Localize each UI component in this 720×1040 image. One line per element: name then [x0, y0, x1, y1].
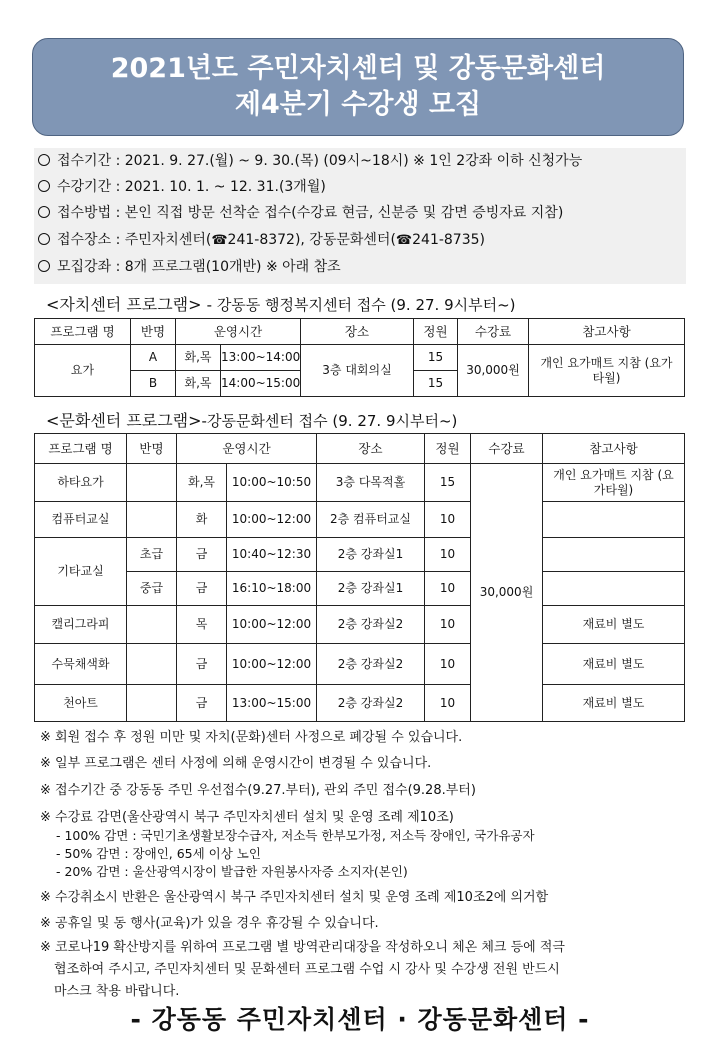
header-program: 프로그램 명	[35, 434, 127, 464]
cell-place: 2층 컴퓨터교실	[317, 502, 425, 538]
note-sub-line: - 20% 감면 : 울산광역시장이 발급한 자원봉사자증 소지자(본인)	[56, 864, 408, 879]
cell-fee: 30,000원	[458, 345, 529, 397]
cell-program: 캘리그라피	[35, 606, 127, 644]
table-row	[35, 606, 685, 644]
cell-place: 2층 강좌실2	[317, 685, 425, 722]
cell-capacity: 10	[425, 685, 471, 722]
table-row	[35, 345, 685, 371]
title-line-1: 2021년도 주민자치센터 및 강동문화센터	[110, 53, 606, 84]
circle-bullet-icon	[38, 260, 50, 272]
header-time: 운영시간	[177, 434, 317, 464]
info-line-period: 접수기간 : 2021. 9. 27.(월) ~ 9. 30.(목) (09시~18시) ※ 1인 2강좌 이하 신청가능	[38, 151, 582, 171]
cell-place: 3층 다목적홀	[317, 464, 425, 502]
note-sub-line: - 100% 감면 : 국민기초생활보장수급자, 저소득 한부모가정, 저소득 장애인, 국가유공자	[56, 828, 535, 843]
table-row	[35, 572, 685, 606]
cell-class	[127, 644, 177, 685]
title-banner	[32, 38, 684, 136]
phone-icon: ☎	[395, 233, 413, 248]
cell-time: 10:00~12:00	[227, 502, 317, 538]
circle-bullet-icon	[38, 154, 50, 166]
cell-place: 2층 강좌실2	[317, 644, 425, 685]
cell-class: 초급	[127, 538, 177, 572]
cell-program: 요가	[35, 345, 131, 397]
circle-bullet-icon	[38, 233, 50, 245]
table-row	[35, 685, 685, 722]
note-line: 마스크 착용 바랍니다.	[54, 984, 180, 999]
cell-time: 10:40~12:30	[227, 538, 317, 572]
cell-days: 목	[177, 606, 227, 644]
info-line-place: 접수장소 : 주민자치센터(☎241-8372), 강동문화센터(☎241-8735)	[38, 230, 485, 250]
header-place: 장소	[301, 319, 414, 345]
cell-note	[543, 572, 685, 606]
cell-time: 13:00~15:00	[227, 685, 317, 722]
cell-note	[543, 502, 685, 538]
header-class: 반명	[127, 434, 177, 464]
cell-days: 금	[177, 538, 227, 572]
cell-capacity: 15	[425, 464, 471, 502]
cell-time: 14:00~15:00	[221, 371, 301, 397]
header-program: 프로그램 명	[35, 319, 131, 345]
cell-capacity: 10	[425, 572, 471, 606]
info-line-courses: 모집강좌 : 8개 프로그램(10개반) ※ 아래 참조	[38, 257, 341, 277]
header-capacity: 정원	[425, 434, 471, 464]
note-sub-line: - 50% 감면 : 장애인, 65세 이상 노인	[56, 846, 261, 861]
table-header-row	[35, 319, 685, 345]
cell-place: 2층 강좌실1	[317, 572, 425, 606]
cell-capacity: 10	[425, 502, 471, 538]
note-line: ※ 일부 프로그램은 센터 사정에 의해 운영시간이 변경될 수 있습니다.	[40, 756, 432, 771]
cell-capacity: 10	[425, 644, 471, 685]
cell-time: 13:00~14:00	[221, 345, 301, 371]
cell-class	[127, 606, 177, 644]
cell-class	[127, 464, 177, 502]
circle-bullet-icon	[38, 180, 50, 192]
phone-icon: ☎	[211, 233, 228, 248]
cell-days: 화,목	[176, 371, 221, 397]
cell-days: 화,목	[176, 345, 221, 371]
header-class: 반명	[131, 319, 176, 345]
cell-note: 재료비 별도	[543, 644, 685, 685]
cell-note: 개인 요가매트 지참 (요가타월)	[529, 345, 685, 397]
cell-place: 3층 대회의실	[301, 345, 414, 397]
cell-time: 10:00~12:00	[227, 644, 317, 685]
note-line: ※ 회원 접수 후 정원 미만 및 자치(문화)센터 사정으로 폐강될 수 있습니다.	[40, 730, 463, 745]
info-line-method: 접수방법 : 본인 직접 방문 선착순 접수(수강료 현금, 신분증 및 감면 증빙자료 지참)	[38, 203, 563, 223]
info-box	[34, 148, 686, 284]
cell-time: 10:00~12:00	[227, 606, 317, 644]
cell-program: 기타교실	[35, 538, 127, 606]
note-line: ※ 코로나19 확산방지를 위하여 프로그램 별 방역관리대장을 작성하오니 체온 체크 등에 적극	[40, 940, 565, 955]
note-line: ※ 접수기간 중 강동동 주민 우선접수(9.27.부터), 관외 주민 접수(9.28.부터)	[40, 783, 476, 798]
cell-time: 16:10~18:00	[227, 572, 317, 606]
cell-class	[127, 685, 177, 722]
cell-capacity: 10	[425, 606, 471, 644]
header-note: 참고사항	[529, 319, 685, 345]
note-line: ※ 수강료 감면(울산광역시 북구 주민자치센터 설치 및 운영 조례 제10조)	[40, 810, 454, 825]
cell-class: B	[131, 371, 176, 397]
cell-place: 2층 강좌실2	[317, 606, 425, 644]
cell-note: 개인 요가매트 지참 (요가타월)	[543, 464, 685, 502]
table-community-programs	[34, 318, 685, 397]
cell-note: 재료비 별도	[543, 606, 685, 644]
cell-note	[543, 538, 685, 572]
cell-place: 2층 강좌실1	[317, 538, 425, 572]
cell-class: 중급	[127, 572, 177, 606]
cell-time: 10:00~10:50	[227, 464, 317, 502]
cell-note: 재료비 별도	[543, 685, 685, 722]
title-line-2: 제4분기 수강생 모집	[234, 89, 482, 120]
note-line: 협조하여 주시고, 주민자치센터 및 문화센터 프로그램 수업 시 강사 및 수강생 전원 반드시	[54, 962, 560, 977]
note-line: ※ 공휴일 및 동 행사(교육)가 있을 경우 휴강될 수 있습니다.	[40, 916, 379, 931]
section-1-title: <자치센터 프로그램> - 강동동 행정복지센터 접수 (9. 27. 9시부터~)	[46, 295, 516, 314]
cell-days: 금	[177, 644, 227, 685]
table-row	[35, 644, 685, 685]
table-row	[35, 464, 685, 502]
cell-days: 화	[177, 502, 227, 538]
table-culture-programs	[34, 433, 685, 722]
table-row	[35, 538, 685, 572]
table-header-row	[35, 434, 685, 464]
cell-days: 금	[177, 572, 227, 606]
cell-fee: 30,000원	[471, 464, 543, 722]
note-line: ※ 수강취소시 반환은 울산광역시 북구 주민자치센터 설치 및 운영 조례 제10조2에 의거함	[40, 890, 549, 905]
header-note: 참고사항	[543, 434, 685, 464]
header-fee: 수강료	[458, 319, 529, 345]
header-place: 장소	[317, 434, 425, 464]
cell-program: 천아트	[35, 685, 127, 722]
table-row	[35, 502, 685, 538]
cell-class	[127, 502, 177, 538]
cell-capacity: 15	[414, 371, 458, 397]
cell-program: 하타요가	[35, 464, 127, 502]
header-fee: 수강료	[471, 434, 543, 464]
cell-capacity: 15	[414, 345, 458, 371]
section-2-title: <문화센터 프로그램>-강동문화센터 접수 (9. 27. 9시부터~)	[46, 411, 458, 430]
footer-signature: - 강동동 주민자치센터 · 강동문화센터 -	[130, 1005, 590, 1034]
cell-days: 화,목	[177, 464, 227, 502]
info-line-course-period: 수강기간 : 2021. 10. 1. ~ 12. 31.(3개월)	[38, 177, 326, 197]
cell-program: 컴퓨터교실	[35, 502, 127, 538]
cell-class: A	[131, 345, 176, 371]
cell-days: 금	[177, 685, 227, 722]
header-capacity: 정원	[414, 319, 458, 345]
cell-program: 수묵채색화	[35, 644, 127, 685]
cell-capacity: 10	[425, 538, 471, 572]
header-time: 운영시간	[176, 319, 301, 345]
circle-bullet-icon	[38, 206, 50, 218]
